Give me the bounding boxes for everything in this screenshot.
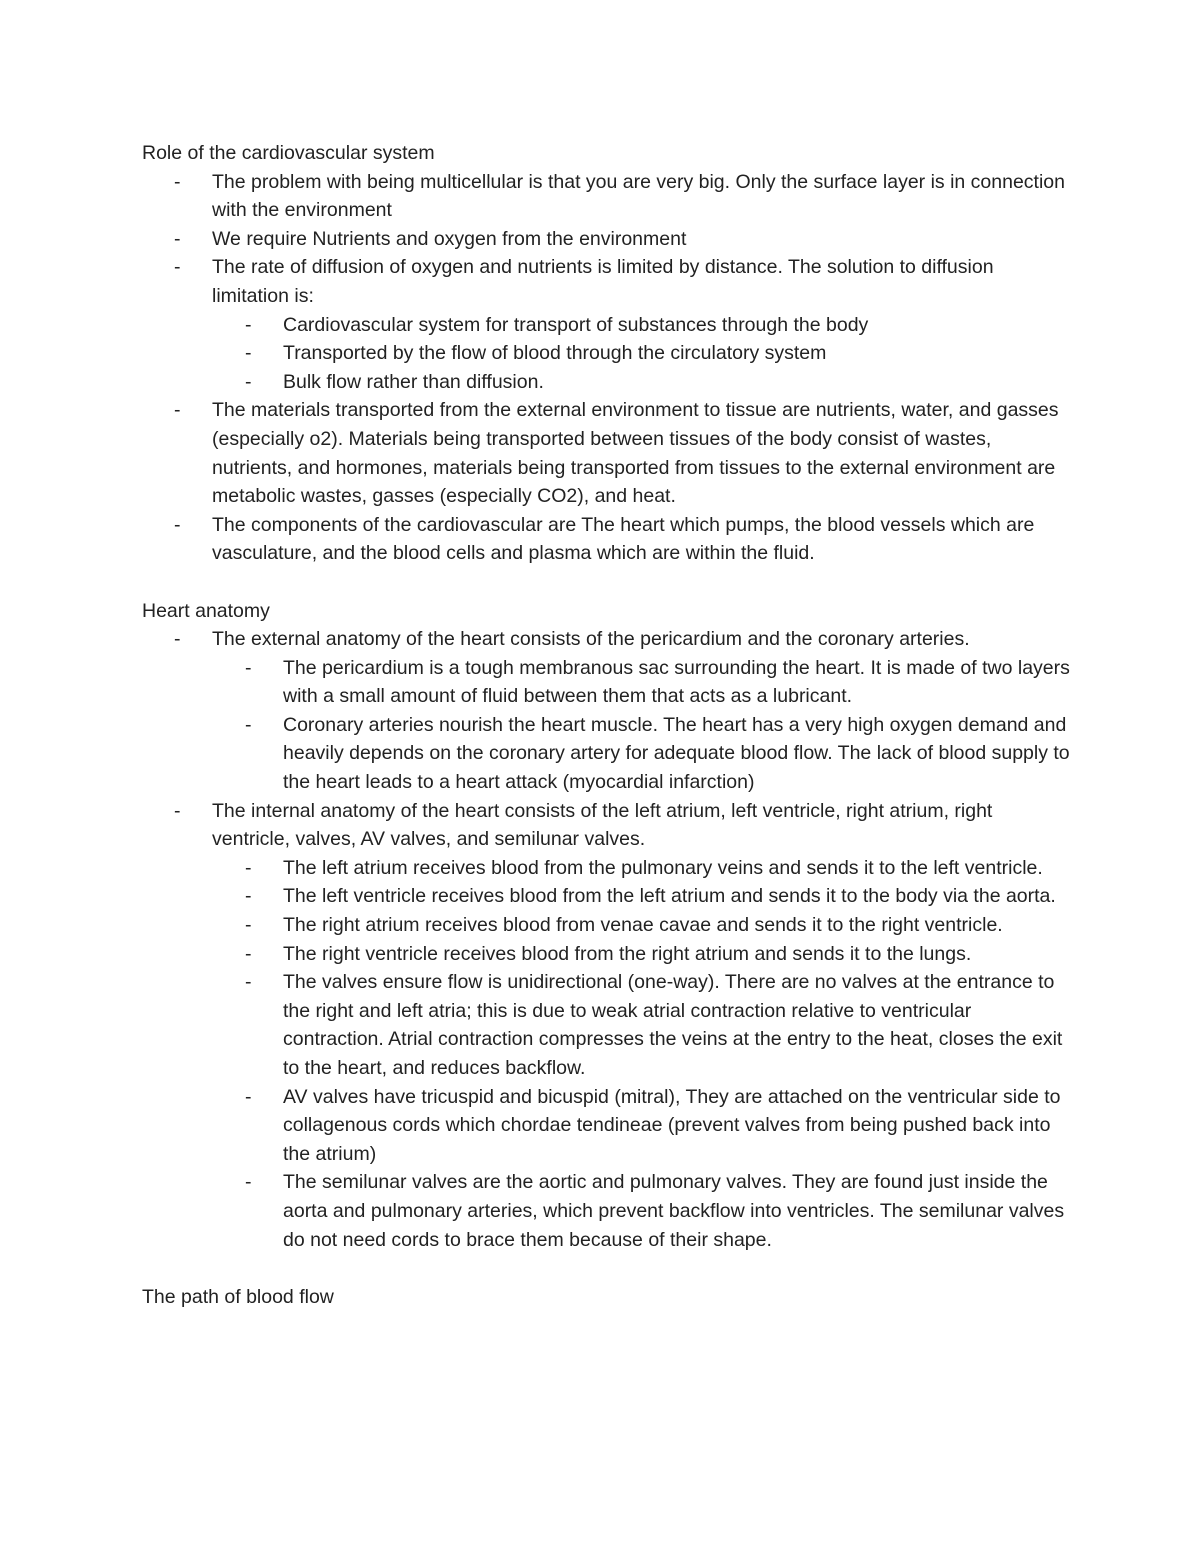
bullet-dash: -: [245, 1171, 252, 1194]
list-item-text: Transported by the flow of blood through the circulatory system: [283, 342, 827, 365]
bullet-dash: -: [174, 256, 181, 279]
document-page: [142, 139, 1072, 1311]
list-item-text: Cardiovascular system for transport of substances through the body: [283, 313, 869, 336]
section-role-of-cardiovascular-system: [142, 139, 1072, 568]
sub-list-item: [142, 711, 1072, 797]
bullet-list: [142, 625, 1072, 1254]
list-item-text: The right ventricle receives blood from the right atrium and sends it to the lungs.: [283, 942, 972, 965]
bullet-dash: -: [245, 713, 252, 736]
list-item-text: The materials transported from the external environment to tissue are nutrients, water, and gasses (especially o2). Materials being transported between tissues of the body consist of wastes, nutrients, and hormones, materials being transported from tissues to the external environment are metabolic wastes, gasses (especially CO2), and heat.: [212, 399, 1059, 508]
bullet-dash: -: [174, 513, 181, 536]
list-item: [142, 225, 1072, 254]
sub-list-item: [142, 368, 1072, 397]
list-item: [142, 253, 1072, 310]
bullet-dash: -: [245, 656, 252, 679]
list-item-text: The left ventricle receives blood from the left atrium and sends it to the body via the aorta.: [283, 885, 1056, 908]
list-item-text: The semilunar valves are the aortic and pulmonary valves. They are found just inside the aorta and pulmonary arteries, which prevent backflow into ventricles. The semilunar valves do not need cords to brace them because of their shape.: [283, 1171, 1065, 1251]
bullet-dash: -: [245, 342, 252, 365]
list-item-text: We require Nutrients and oxygen from the environment: [212, 227, 687, 250]
bullet-dash: -: [245, 856, 252, 879]
section-heart-anatomy: [142, 597, 1072, 1255]
bullet-dash: -: [174, 170, 181, 193]
section-path-of-blood-flow: [142, 1283, 1072, 1312]
list-item-text: The components of the cardiovascular are The heart which pumps, the blood vessels which are vasculature, and the blood cells and plasma which are within the fluid.: [212, 513, 1035, 565]
list-item-text: The internal anatomy of the heart consists of the left atrium, left ventricle, right atrium, right ventricle, valves, AV valves, and semilunar valves.: [212, 799, 993, 851]
bullet-dash: -: [245, 313, 252, 336]
sub-list-item: [142, 940, 1072, 969]
section-heading: The path of blood flow: [142, 1285, 334, 1308]
sub-list-item: [142, 882, 1072, 911]
sub-list-item: [142, 1083, 1072, 1169]
sub-list-item: [142, 311, 1072, 340]
bullet-dash: -: [245, 942, 252, 965]
bullet-list: [142, 168, 1072, 568]
section-heading: Heart anatomy: [142, 599, 270, 622]
list-item-text: The rate of diffusion of oxygen and nutrients is limited by distance. The solution to diffusion limitation is:: [212, 256, 994, 307]
bullet-dash: -: [174, 227, 181, 250]
section-heading: Role of the cardiovascular system: [142, 142, 435, 164]
bullet-dash: -: [174, 628, 181, 651]
list-item: [142, 396, 1072, 510]
sub-list-item: [142, 1168, 1072, 1254]
list-item-text: Bulk flow rather than diffusion.: [283, 370, 544, 393]
bullet-dash: -: [245, 1085, 252, 1108]
list-item: [142, 797, 1072, 854]
list-item-text: The problem with being multicellular is that you are very big. Only the surface layer is in connection with the environment: [212, 170, 1065, 222]
list-item-text: The left atrium receives blood from the pulmonary veins and sends it to the left ventricle.: [283, 856, 1043, 879]
list-item-text: The right atrium receives blood from venae cavae and sends it to the right ventricle.: [283, 914, 1003, 937]
list-item: [142, 168, 1072, 225]
bullet-dash: -: [174, 399, 181, 422]
list-item-text: The valves ensure flow is unidirectional (one-way). There are no valves at the entrance to the right and left atria; this is due to weak atrial contraction relative to ventricular contraction. Atrial contraction compresses the veins at the entry to the heat, closes the exit to the heart, and reduces backflow.: [283, 971, 1063, 1079]
list-item: [142, 511, 1072, 568]
list-item-text: The external anatomy of the heart consists of the pericardium and the coronary arteries.: [212, 628, 970, 651]
sub-list-item: [142, 968, 1072, 1082]
list-item-text: Coronary arteries nourish the heart muscle. The heart has a very high oxygen demand and heavily depends on the coronary artery for adequate blood flow. The lack of blood supply to the heart leads to a heart attack (myocardial infarction): [283, 713, 1070, 794]
bullet-dash: -: [245, 914, 252, 937]
bullet-dash: -: [245, 971, 252, 994]
sub-list-item: [142, 339, 1072, 368]
list-item-text: AV valves have tricuspid and bicuspid (mitral), They are attached on the ventricular side to collagenous cords which chordae tendineae (prevent valves from being pushed back into the atrium): [283, 1085, 1061, 1165]
bullet-dash: -: [245, 370, 252, 393]
sub-list-item: [142, 654, 1072, 711]
sub-list-item: [142, 854, 1072, 883]
bullet-dash: -: [174, 799, 181, 822]
bullet-dash: -: [245, 885, 252, 908]
sub-list-item: [142, 911, 1072, 940]
list-item: [142, 625, 1072, 654]
list-item-text: The pericardium is a tough membranous sac surrounding the heart. It is made of two layers with a small amount of fluid between them that acts as a lubricant.: [283, 656, 1070, 708]
